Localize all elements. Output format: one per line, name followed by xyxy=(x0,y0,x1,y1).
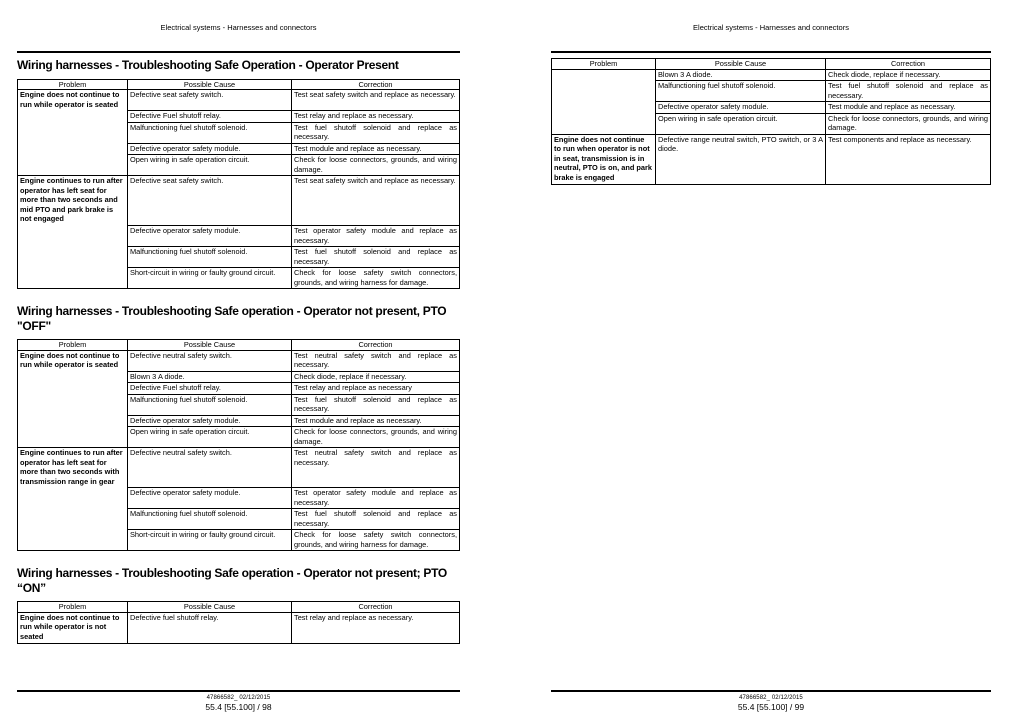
document-reference: 47866582_ 02/12/2015 xyxy=(206,694,271,701)
troubleshooting-table xyxy=(17,339,460,551)
table-row xyxy=(128,530,460,551)
cause-rows xyxy=(656,70,991,135)
cause-cell: Defective neutral safety switch. xyxy=(128,351,292,372)
correction-cell: Test fuel shutoff solenoid and replace as necessary. xyxy=(826,81,991,102)
correction-cell: Test operator safety module and replace as necessary. xyxy=(292,488,460,509)
correction-cell: Test fuel shutoff solenoid and replace as necessary. xyxy=(292,247,460,268)
troubleshooting-table xyxy=(17,601,460,644)
section-title: Wiring harnesses - Troubleshooting Safe operation - Operator not present; PTO “ON” xyxy=(17,566,447,595)
problem-group xyxy=(18,176,460,289)
cause-rows xyxy=(656,135,991,185)
column-header-possible-cause: Possible Cause xyxy=(656,59,826,70)
correction-cell: Test relay and replace as necessary. xyxy=(292,111,460,123)
page-header: Electrical systems - Harnesses and connectors xyxy=(693,23,849,32)
table-header-row xyxy=(18,602,460,613)
table-row xyxy=(128,268,460,289)
cause-cell: Open wiring in safe operation circuit. xyxy=(656,114,826,135)
column-header-correction: Correction xyxy=(826,59,991,70)
troubleshooting-table xyxy=(551,58,991,185)
correction-cell: Check diode, replace if necessary. xyxy=(826,70,991,82)
manual-section xyxy=(17,566,460,644)
column-header-problem: Problem xyxy=(18,340,128,351)
table-row xyxy=(128,226,460,247)
cause-cell: Short-circuit in wiring or faulty ground circuit. xyxy=(128,530,292,551)
column-header-possible-cause: Possible Cause xyxy=(128,80,292,91)
problem-cell xyxy=(18,90,128,176)
problem-cell xyxy=(18,176,128,289)
cause-cell: Defective operator safety module. xyxy=(128,416,292,428)
table-row xyxy=(656,135,991,185)
table-row xyxy=(128,247,460,268)
problem-cell xyxy=(552,135,656,185)
manual-page-left xyxy=(17,0,460,725)
correction-cell: Check diode, replace if necessary. xyxy=(292,372,460,384)
cause-cell: Blown 3 A diode. xyxy=(656,70,826,82)
cause-cell: Defective operator safety module. xyxy=(128,144,292,156)
manual-section xyxy=(551,58,991,185)
cause-cell: Malfunctioning fuel shutoff solenoid. xyxy=(128,395,292,416)
correction-cell: Check for loose connectors, grounds, and wiring damage. xyxy=(292,427,460,448)
table-row xyxy=(128,372,460,384)
correction-cell: Test fuel shutoff solenoid and replace as necessary. xyxy=(292,395,460,416)
problem-group xyxy=(552,135,991,185)
page-sections xyxy=(551,58,991,185)
cause-cell: Defective seat safety switch. xyxy=(128,176,292,226)
table-row xyxy=(656,70,991,82)
correction-cell: Test fuel shutoff solenoid and replace as necessary. xyxy=(292,509,460,530)
footer-rule xyxy=(551,690,991,692)
table-row xyxy=(128,416,460,428)
correction-cell: Test fuel shutoff solenoid and replace as necessary. xyxy=(292,123,460,144)
table-row xyxy=(128,155,460,176)
cause-rows xyxy=(128,351,460,449)
table-row xyxy=(128,395,460,416)
table-row xyxy=(128,176,460,226)
cause-cell: Defective seat safety switch. xyxy=(128,90,292,111)
table-row xyxy=(128,383,460,395)
header-rule xyxy=(551,51,991,53)
page-header: Electrical systems - Harnesses and connectors xyxy=(160,23,317,32)
correction-cell: Test module and replace as necessary. xyxy=(826,102,991,114)
column-header-problem: Problem xyxy=(18,602,128,613)
column-header-possible-cause: Possible Cause xyxy=(128,602,292,613)
cause-rows xyxy=(128,613,460,644)
correction-cell: Check for loose safety switch connectors, grounds, and wiring harness for damage. xyxy=(292,268,460,289)
page-sections xyxy=(17,58,460,644)
correction-cell: Test seat safety switch and replace as necessary. xyxy=(292,90,460,111)
problem-cell xyxy=(552,70,656,135)
problem-cell xyxy=(18,613,128,644)
cause-rows xyxy=(128,448,460,551)
correction-cell: Test neutral safety switch and replace as necessary. xyxy=(292,351,460,372)
table-row xyxy=(128,144,460,156)
problem-group xyxy=(18,448,460,551)
cause-cell: Defective fuel shutoff relay. xyxy=(128,613,292,644)
header-rule xyxy=(17,51,460,53)
problem-text: Engine does not continue to run when operator is not in seat, transmission is in neutral, PTO is on, and park brake is engaged xyxy=(554,134,653,182)
footer-rule xyxy=(17,690,460,692)
table-row xyxy=(128,427,460,448)
cause-cell: Malfunctioning fuel shutoff solenoid. xyxy=(128,247,292,268)
page-number: 55.4 [55.100] / 99 xyxy=(737,702,805,712)
cause-cell: Defective range neutral switch, PTO switch, or 3 A diode. xyxy=(656,135,826,185)
table-row xyxy=(128,123,460,144)
page-footer xyxy=(551,690,991,712)
correction-cell: Check for loose connectors, grounds, and wiring damage. xyxy=(826,114,991,135)
correction-cell: Check for loose connectors, grounds, and wiring damage. xyxy=(292,155,460,176)
correction-cell: Check for loose safety switch connectors, grounds, and wiring harness for damage. xyxy=(292,530,460,551)
problem-group xyxy=(18,90,460,176)
cause-cell: Defective Fuel shutoff relay. xyxy=(128,383,292,395)
table-header-row xyxy=(18,340,460,351)
problem-text: Engine continues to run after operator has left seat for more than two seconds and mid PTO and park brake is not engaged xyxy=(20,176,123,223)
cause-cell: Short-circuit in wiring or faulty ground circuit. xyxy=(128,268,292,289)
column-header-correction: Correction xyxy=(292,80,460,91)
table-header-row xyxy=(552,59,991,70)
cause-cell: Malfunctioning fuel shutoff solenoid. xyxy=(128,123,292,144)
cause-cell: Defective Fuel shutoff relay. xyxy=(128,111,292,123)
problem-group xyxy=(18,351,460,449)
cause-cell: Blown 3 A diode. xyxy=(128,372,292,384)
column-header-correction: Correction xyxy=(292,602,460,613)
problem-cell xyxy=(18,351,128,449)
table-row xyxy=(128,509,460,530)
problem-cell xyxy=(18,448,128,551)
problem-text: Engine does not continue to run while operator is seated xyxy=(20,350,120,369)
cause-cell: Malfunctioning fuel shutoff solenoid. xyxy=(128,509,292,530)
page-number: 55.4 [55.100] / 98 xyxy=(205,702,272,712)
correction-cell: Test relay and replace as necessary. xyxy=(292,613,460,644)
table-row xyxy=(128,448,460,488)
correction-cell: Test components and replace as necessary. xyxy=(826,135,991,185)
cause-rows xyxy=(128,90,460,176)
cause-cell: Open wiring in safe operation circuit. xyxy=(128,155,292,176)
table-row xyxy=(128,111,460,123)
section-title: Wiring harnesses - Troubleshooting Safe operation - Operator not present, PTO "OFF" xyxy=(17,304,447,333)
table-row xyxy=(656,102,991,114)
problem-text: Engine continues to run after operator has left seat for more than two seconds with transmission range in gear xyxy=(20,448,123,486)
table-row xyxy=(128,488,460,509)
cause-cell: Defective operator safety module. xyxy=(128,226,292,247)
troubleshooting-table xyxy=(17,79,460,290)
manual-page-right xyxy=(551,0,991,725)
correction-cell: Test module and replace as necessary. xyxy=(292,416,460,428)
page-footer xyxy=(17,690,460,712)
cause-rows xyxy=(128,176,460,289)
correction-cell: Test neutral safety switch and replace as necessary. xyxy=(292,448,460,488)
table-row xyxy=(656,114,991,135)
section-title: Wiring harnesses - Troubleshooting Safe Operation - Operator Present xyxy=(17,58,399,72)
problem-group xyxy=(18,613,460,644)
table-row xyxy=(128,613,460,644)
table-row xyxy=(128,90,460,111)
manual-section xyxy=(17,58,460,289)
table-row xyxy=(656,81,991,102)
column-header-problem: Problem xyxy=(18,80,128,91)
document-reference: 47866582_ 02/12/2015 xyxy=(739,694,803,701)
correction-cell: Test module and replace as necessary. xyxy=(292,144,460,156)
column-header-correction: Correction xyxy=(292,340,460,351)
problem-text: Engine does not continue to run while operator is seated xyxy=(20,90,120,109)
correction-cell: Test operator safety module and replace as necessary. xyxy=(292,226,460,247)
problem-group xyxy=(552,70,991,135)
cause-cell: Defective operator safety module. xyxy=(656,102,826,114)
correction-cell: Test relay and replace as necessary xyxy=(292,383,460,395)
cause-cell: Defective operator safety module. xyxy=(128,488,292,509)
column-header-problem: Problem xyxy=(552,59,656,70)
cause-cell: Malfunctioning fuel shutoff solenoid. xyxy=(656,81,826,102)
table-header-row xyxy=(18,80,460,91)
cause-cell: Defective neutral safety switch. xyxy=(128,448,292,488)
manual-section xyxy=(17,304,460,551)
problem-text: Engine does not continue to run while operator is not seated xyxy=(20,612,120,641)
column-header-possible-cause: Possible Cause xyxy=(128,340,292,351)
table-row xyxy=(128,351,460,372)
cause-cell: Open wiring in safe operation circuit. xyxy=(128,427,292,448)
correction-cell: Test seat safety switch and replace as necessary. xyxy=(292,176,460,226)
